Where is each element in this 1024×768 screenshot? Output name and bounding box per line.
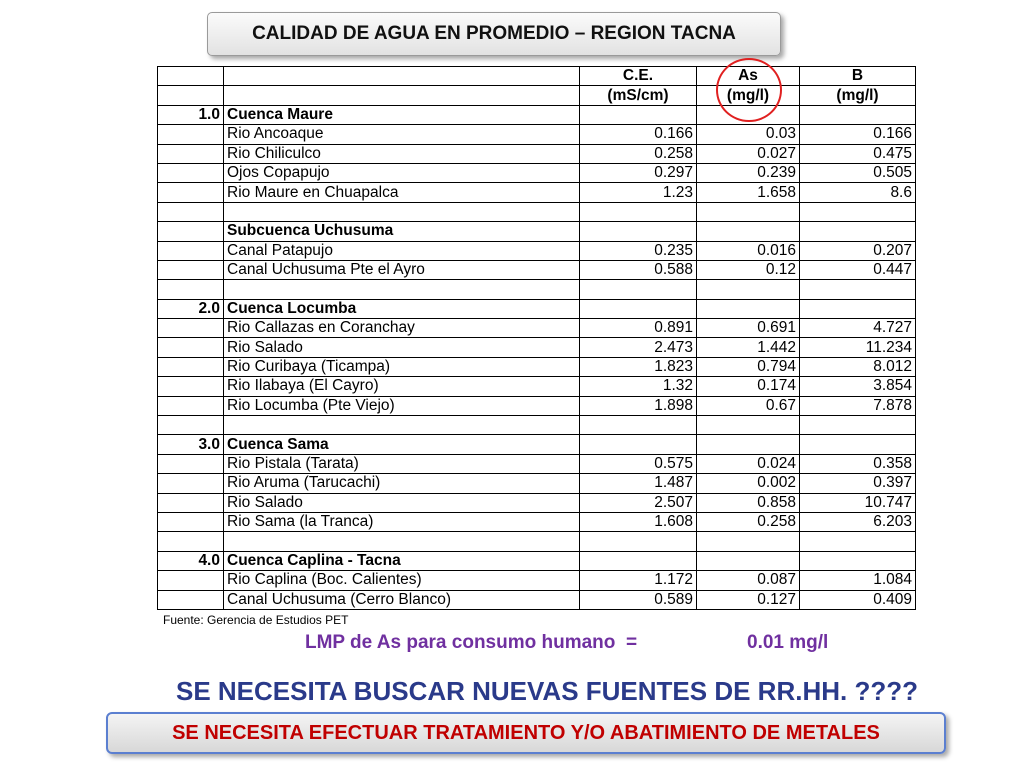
section-number-cell <box>158 125 224 144</box>
slide-title: CALIDAD DE AGUA EN PROMEDIO – REGION TACNA <box>252 23 736 44</box>
section-number-cell <box>158 222 224 241</box>
section-number-cell: 4.0 <box>158 551 224 570</box>
station-name-cell: Cuenca Maure <box>224 105 580 124</box>
value-cell <box>800 416 916 435</box>
message-box <box>106 712 946 754</box>
lmp-value: 0.01 mg/l <box>747 632 829 653</box>
value-cell: 0.087 <box>697 571 800 590</box>
value-cell: 0.174 <box>697 377 800 396</box>
section-number-cell <box>158 260 224 279</box>
value-cell: 0.858 <box>697 493 800 512</box>
value-cell <box>580 222 697 241</box>
section-number-cell: 3.0 <box>158 435 224 454</box>
value-cell: 10.747 <box>800 493 916 512</box>
table-row <box>158 163 916 182</box>
value-cell: 2.473 <box>580 338 697 357</box>
value-cell: 11.234 <box>800 338 916 357</box>
header-cell: C.E. <box>580 67 697 86</box>
table-row <box>158 241 916 260</box>
value-cell <box>800 280 916 299</box>
value-cell: 1.823 <box>580 357 697 376</box>
value-cell <box>697 435 800 454</box>
header-cell: (mS/cm) <box>580 86 697 105</box>
value-cell: 0.575 <box>580 454 697 473</box>
value-cell <box>800 551 916 570</box>
value-cell: 0.588 <box>580 260 697 279</box>
station-name-cell: Subcuenca Uchusuma <box>224 222 580 241</box>
value-cell <box>800 435 916 454</box>
header-cell <box>158 67 224 86</box>
station-name-cell: Cuenca Caplina - Tacna <box>224 551 580 570</box>
value-cell <box>580 416 697 435</box>
title-box <box>207 12 781 56</box>
value-cell: 0.207 <box>800 241 916 260</box>
table-row <box>158 454 916 473</box>
station-name-cell: Cuenca Locumba <box>224 299 580 318</box>
lmp-label: LMP de As para consumo humano = <box>305 632 638 653</box>
station-name-cell: Rio Aruma (Tarucachi) <box>224 474 580 493</box>
value-cell: 1.608 <box>580 512 697 531</box>
value-cell: 1.23 <box>580 183 697 202</box>
value-cell: 3.854 <box>800 377 916 396</box>
value-cell <box>697 222 800 241</box>
value-cell: 1.898 <box>580 396 697 415</box>
header-cell: (mg/l) <box>800 86 916 105</box>
table-row <box>158 551 916 570</box>
section-number-cell <box>158 474 224 493</box>
station-name-cell: Rio Caplina (Boc. Calientes) <box>224 571 580 590</box>
value-cell: 0.127 <box>697 590 800 609</box>
value-cell: 0.447 <box>800 260 916 279</box>
table-row <box>158 532 916 551</box>
value-cell <box>800 105 916 124</box>
table-row <box>158 512 916 531</box>
value-cell <box>697 532 800 551</box>
station-name-cell: Rio Sama (la Tranca) <box>224 512 580 531</box>
station-name-cell: Rio Chiliculco <box>224 144 580 163</box>
station-name-cell <box>224 416 580 435</box>
value-cell: 0.358 <box>800 454 916 473</box>
value-cell <box>580 435 697 454</box>
station-name-cell <box>224 280 580 299</box>
table-row <box>158 125 916 144</box>
section-number-cell <box>158 280 224 299</box>
station-name-cell <box>224 532 580 551</box>
value-cell: 0.239 <box>697 163 800 182</box>
value-cell: 4.727 <box>800 319 916 338</box>
section-number-cell <box>158 241 224 260</box>
value-cell <box>697 551 800 570</box>
section-number-cell <box>158 319 224 338</box>
table-row <box>158 377 916 396</box>
table-row <box>158 571 916 590</box>
source-note: Fuente: Gerencia de Estudios PET <box>163 613 349 627</box>
value-cell: 0.794 <box>697 357 800 376</box>
value-cell: 0.002 <box>697 474 800 493</box>
value-cell <box>697 202 800 221</box>
value-cell <box>800 222 916 241</box>
value-cell: 6.203 <box>800 512 916 531</box>
value-cell: 0.235 <box>580 241 697 260</box>
value-cell: 0.409 <box>800 590 916 609</box>
table-row <box>158 396 916 415</box>
value-cell <box>697 280 800 299</box>
table-row <box>158 260 916 279</box>
value-cell: 0.166 <box>580 125 697 144</box>
value-cell: 0.67 <box>697 396 800 415</box>
value-cell <box>800 299 916 318</box>
lmp-line <box>305 632 829 654</box>
value-cell <box>580 299 697 318</box>
table-row <box>158 435 916 454</box>
value-cell: 0.166 <box>800 125 916 144</box>
value-cell <box>580 551 697 570</box>
header-cell <box>224 86 580 105</box>
station-name-cell: Rio Curibaya (Ticampa) <box>224 357 580 376</box>
value-cell: 0.297 <box>580 163 697 182</box>
header-cell: (mg/l) <box>697 86 800 105</box>
station-name-cell: Canal Uchusuma Pte el Ayro <box>224 260 580 279</box>
value-cell: 1.658 <box>697 183 800 202</box>
station-name-cell: Rio Ancoaque <box>224 125 580 144</box>
table-row <box>158 416 916 435</box>
section-number-cell <box>158 377 224 396</box>
value-cell: 1.487 <box>580 474 697 493</box>
section-number-cell <box>158 202 224 221</box>
table-row <box>158 474 916 493</box>
section-number-cell <box>158 144 224 163</box>
value-cell: 0.12 <box>697 260 800 279</box>
value-cell: 1.172 <box>580 571 697 590</box>
table-row <box>158 202 916 221</box>
value-cell: 0.016 <box>697 241 800 260</box>
value-cell: 0.258 <box>580 144 697 163</box>
station-name-cell: Rio Pistala (Tarata) <box>224 454 580 473</box>
section-number-cell <box>158 183 224 202</box>
arsenic-highlight-circle <box>716 58 782 122</box>
table-units-row <box>158 86 916 105</box>
value-cell: 0.024 <box>697 454 800 473</box>
value-cell: 0.691 <box>697 319 800 338</box>
value-cell <box>580 105 697 124</box>
section-number-cell <box>158 416 224 435</box>
header-cell <box>158 86 224 105</box>
header-cell: B <box>800 67 916 86</box>
section-number-cell <box>158 357 224 376</box>
section-number-cell <box>158 396 224 415</box>
station-name-cell: Cuenca Sama <box>224 435 580 454</box>
station-name-cell: Rio Maure en Chuapalca <box>224 183 580 202</box>
message-new-sources: SE NECESITA BUSCAR NUEVAS FUENTES DE RR.HH. ???? <box>175 676 918 706</box>
value-cell <box>697 416 800 435</box>
message-treatment: SE NECESITA EFECTUAR TRATAMIENTO Y/O ABATIMIENTO DE METALES <box>172 721 880 744</box>
section-number-cell: 1.0 <box>158 105 224 124</box>
section-number-cell <box>158 571 224 590</box>
table-row <box>158 105 916 124</box>
section-number-cell <box>158 512 224 531</box>
value-cell: 0.589 <box>580 590 697 609</box>
value-cell <box>800 202 916 221</box>
station-name-cell: Canal Patapujo <box>224 241 580 260</box>
section-number-cell <box>158 532 224 551</box>
value-cell: 1.442 <box>697 338 800 357</box>
section-number-cell <box>158 163 224 182</box>
section-number-cell <box>158 338 224 357</box>
header-cell <box>224 67 580 86</box>
value-cell <box>580 202 697 221</box>
station-name-cell: Rio Callazas en Coranchay <box>224 319 580 338</box>
table-row <box>158 338 916 357</box>
value-cell: 0.03 <box>697 125 800 144</box>
value-cell: 1.32 <box>580 377 697 396</box>
table-row <box>158 299 916 318</box>
value-cell <box>580 280 697 299</box>
table-row <box>158 183 916 202</box>
value-cell <box>697 299 800 318</box>
table-row <box>158 144 916 163</box>
value-cell: 0.475 <box>800 144 916 163</box>
table-row <box>158 493 916 512</box>
value-cell <box>580 532 697 551</box>
section-number-cell <box>158 493 224 512</box>
station-name-cell: Canal Uchusuma (Cerro Blanco) <box>224 590 580 609</box>
station-name-cell: Rio Locumba (Pte Viejo) <box>224 396 580 415</box>
value-cell: 0.505 <box>800 163 916 182</box>
value-cell: 0.258 <box>697 512 800 531</box>
value-cell: 0.397 <box>800 474 916 493</box>
value-cell: 1.084 <box>800 571 916 590</box>
header-cell: As <box>697 67 800 86</box>
table-row <box>158 280 916 299</box>
station-name-cell: Ojos Copapujo <box>224 163 580 182</box>
value-cell: 8.012 <box>800 357 916 376</box>
value-cell: 0.027 <box>697 144 800 163</box>
station-name-cell <box>224 202 580 221</box>
station-name-cell: Rio Ilabaya (El Cayro) <box>224 377 580 396</box>
value-cell: 0.891 <box>580 319 697 338</box>
table-row <box>158 222 916 241</box>
table-row <box>158 357 916 376</box>
table-row <box>158 590 916 609</box>
section-number-cell <box>158 454 224 473</box>
value-cell: 8.6 <box>800 183 916 202</box>
table-row <box>158 319 916 338</box>
value-cell: 2.507 <box>580 493 697 512</box>
value-cell: 7.878 <box>800 396 916 415</box>
value-cell <box>800 532 916 551</box>
section-number-cell <box>158 590 224 609</box>
station-name-cell: Rio Salado <box>224 493 580 512</box>
water-quality-table <box>157 66 916 610</box>
section-number-cell: 2.0 <box>158 299 224 318</box>
station-name-cell: Rio Salado <box>224 338 580 357</box>
table-header-row <box>158 67 916 86</box>
